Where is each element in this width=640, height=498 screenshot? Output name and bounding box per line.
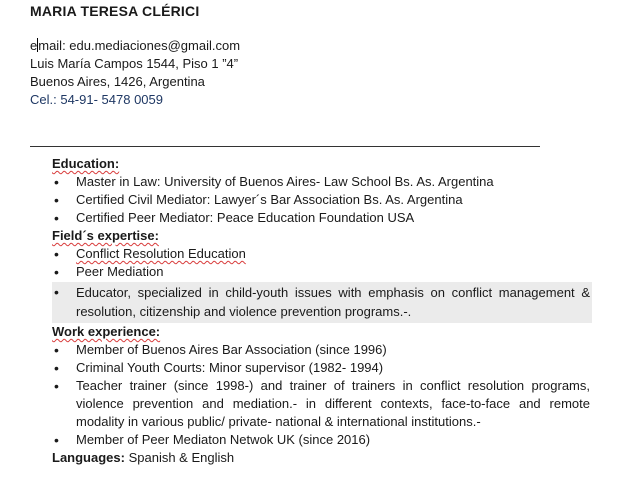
languages-heading: Languages:	[52, 450, 125, 465]
list-item-highlighted: • Educator, specialized in child-youth issues with emphasis on conflict management & resolution, citizenship and violence prevention programs.-.	[52, 282, 592, 323]
work-heading	[52, 323, 592, 341]
cv-body	[52, 155, 592, 467]
email-label-e: e	[30, 38, 38, 53]
email-line	[30, 37, 240, 55]
education-heading-text: Education:	[52, 156, 120, 171]
email-address[interactable]: edu.mediaciones@gmail.com	[69, 38, 241, 53]
expertise-heading-text: Field´s expertise:	[52, 228, 159, 243]
horizontal-divider	[30, 146, 540, 147]
expertise-heading	[52, 227, 592, 245]
list-item: • Master in Law: University of Buenos Aires- Law School Bs. As. Argentina	[52, 173, 592, 191]
languages-value: Spanish & English	[124, 450, 235, 465]
expertise-list	[52, 245, 592, 323]
list-item: • Member of Peer Mediaton Netwok UK (since 2016)	[52, 431, 592, 449]
list-item: • Member of Buenos Aires Bar Association (since 1996)	[52, 341, 592, 359]
resume-name: MARIA TERESA CLÉRICI	[30, 3, 200, 19]
address-line-2: Buenos Aires, 1426, Argentina	[30, 74, 205, 89]
list-item: • Certified Civil Mediator: Lawyer´s Bar Association Bs. As. Argentina	[52, 191, 592, 209]
list-item: • Certified Peer Mediator: Peace Education Foundation USA	[52, 209, 592, 227]
list-item	[52, 245, 592, 263]
education-heading	[52, 155, 592, 173]
list-item: • Teacher trainer (since 1998-) and trainer of trainers in conflict resolution programs, violence prevention and mediation.- in different contexts, face-to-face and remote modality in various public/ private- national & international institutions.-	[52, 377, 592, 431]
address-line-1: Luis María Campos 1544, Piso 1 ”4”	[30, 56, 239, 71]
email-label-rest: mail:	[38, 38, 70, 53]
contact-block	[30, 37, 240, 109]
work-heading-text: Work experience:	[52, 324, 161, 339]
education-list	[52, 173, 592, 227]
list-item: • Peer Mediation	[52, 263, 592, 281]
list-item-text: Conflict Resolution Education	[76, 246, 246, 261]
languages-line	[52, 449, 592, 467]
phone-line: Cel.: 54-91- 5478 0059	[30, 92, 163, 107]
work-list	[52, 341, 592, 449]
list-item: • Criminal Youth Courts: Minor supervisor (1982- 1994)	[52, 359, 592, 377]
